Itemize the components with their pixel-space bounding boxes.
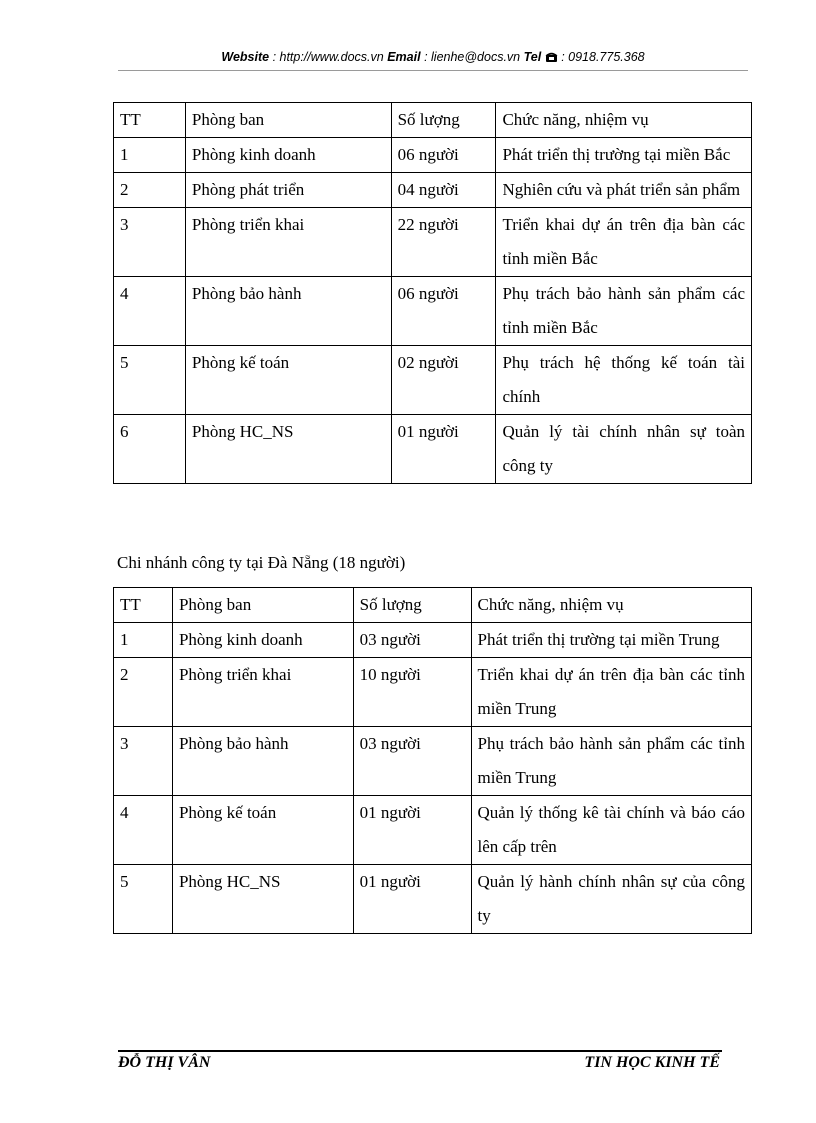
page-header <box>118 50 748 66</box>
table-cell: Phòng kế toán <box>172 796 353 865</box>
table-cell: 5 <box>114 865 173 934</box>
table-cell: 03 người <box>353 727 471 796</box>
table-cell: Phụ trách hệ thống kế toán tài chính <box>496 346 752 415</box>
table-cell: Phòng bảo hành <box>185 277 391 346</box>
table-ha-noi-departments <box>113 102 752 484</box>
table-row <box>114 658 752 727</box>
table-body-1 <box>114 103 752 484</box>
table-cell: Phòng HC_NS <box>172 865 353 934</box>
footer-department: TIN HỌC KINH TẾ <box>584 1054 720 1071</box>
column-header: Phòng ban <box>185 103 391 138</box>
table-cell: 2 <box>114 173 186 208</box>
table-row <box>114 727 752 796</box>
table-header-row <box>114 103 752 138</box>
table-cell: Phòng triển khai <box>185 208 391 277</box>
table-cell: 5 <box>114 346 186 415</box>
table-cell: Phụ trách bảo hành sản phẩm các tỉnh miền Trung <box>471 727 752 796</box>
table-cell: 06 người <box>391 277 496 346</box>
table-cell: Quản lý thống kê tài chính và báo cáo lên cấp trên <box>471 796 752 865</box>
table-row <box>114 138 752 173</box>
table-cell: 01 người <box>353 796 471 865</box>
table-header-row <box>114 588 752 623</box>
footer-divider <box>118 1050 722 1052</box>
table-cell: Triển khai dự án trên địa bàn các tỉnh miền Trung <box>471 658 752 727</box>
email-value: : lienhe@docs.vn <box>424 50 521 64</box>
table-cell: 4 <box>114 277 186 346</box>
table-cell: 02 người <box>391 346 496 415</box>
table-cell: 04 người <box>391 173 496 208</box>
table-cell: Quản lý tài chính nhân sự toàn công ty <box>496 415 752 484</box>
table-row <box>114 796 752 865</box>
table-cell: 1 <box>114 138 186 173</box>
column-header: Phòng ban <box>172 588 353 623</box>
table-row <box>114 415 752 484</box>
table-cell: Phòng kinh doanh <box>185 138 391 173</box>
table-cell: 22 người <box>391 208 496 277</box>
table-cell: Phát triển thị trường tại miền Bắc <box>496 138 752 173</box>
table-cell: Phòng bảo hành <box>172 727 353 796</box>
table-row <box>114 208 752 277</box>
table-cell: 01 người <box>391 415 496 484</box>
table-row <box>114 277 752 346</box>
table-cell: 4 <box>114 796 173 865</box>
table-cell: Phòng HC_NS <box>185 415 391 484</box>
table-cell: Phòng kinh doanh <box>172 623 353 658</box>
phone-icon <box>545 51 558 66</box>
column-header: Chức năng, nhiệm vụ <box>496 103 752 138</box>
table-cell: 01 người <box>353 865 471 934</box>
table-body-2 <box>114 588 752 934</box>
email-label: Email <box>387 50 421 64</box>
table-row <box>114 346 752 415</box>
table-cell: Phòng kế toán <box>185 346 391 415</box>
table-cell: 3 <box>114 727 173 796</box>
footer-author: ĐỖ THỊ VÂN <box>118 1054 211 1071</box>
tel-label: Tel <box>523 50 542 64</box>
table-cell: 06 người <box>391 138 496 173</box>
column-header: Số lượng <box>391 103 496 138</box>
header-divider <box>118 70 748 71</box>
table-cell: Phụ trách bảo hành sản phẩm các tỉnh miền Bắc <box>496 277 752 346</box>
column-header: TT <box>114 103 186 138</box>
table-cell: 10 người <box>353 658 471 727</box>
table-cell: Phòng triển khai <box>172 658 353 727</box>
website-label: Website <box>221 50 270 64</box>
table-cell: Quản lý hành chính nhân sự của công ty <box>471 865 752 934</box>
table-row <box>114 623 752 658</box>
column-header: TT <box>114 588 173 623</box>
branch-caption: Chi nhánh công ty tại Đà Nẵng (18 người) <box>117 553 406 572</box>
table-da-nang-departments <box>113 587 752 934</box>
table-cell: 2 <box>114 658 173 727</box>
table-cell: 03 người <box>353 623 471 658</box>
tel-value: : 0918.775.368 <box>561 50 645 64</box>
column-header: Số lượng <box>353 588 471 623</box>
website-value: : http://www.docs.vn <box>272 50 384 64</box>
table-cell: Phát triển thị trường tại miền Trung <box>471 623 752 658</box>
table-row <box>114 865 752 934</box>
column-header: Chức năng, nhiệm vụ <box>471 588 752 623</box>
table-cell: Triển khai dự án trên địa bàn các tỉnh miền Bắc <box>496 208 752 277</box>
table-cell: 1 <box>114 623 173 658</box>
table-row <box>114 173 752 208</box>
table-cell: 3 <box>114 208 186 277</box>
table-cell: 6 <box>114 415 186 484</box>
table-cell: Nghiên cứu và phát triển sản phẩm <box>496 173 752 208</box>
table-cell: Phòng phát triển <box>185 173 391 208</box>
